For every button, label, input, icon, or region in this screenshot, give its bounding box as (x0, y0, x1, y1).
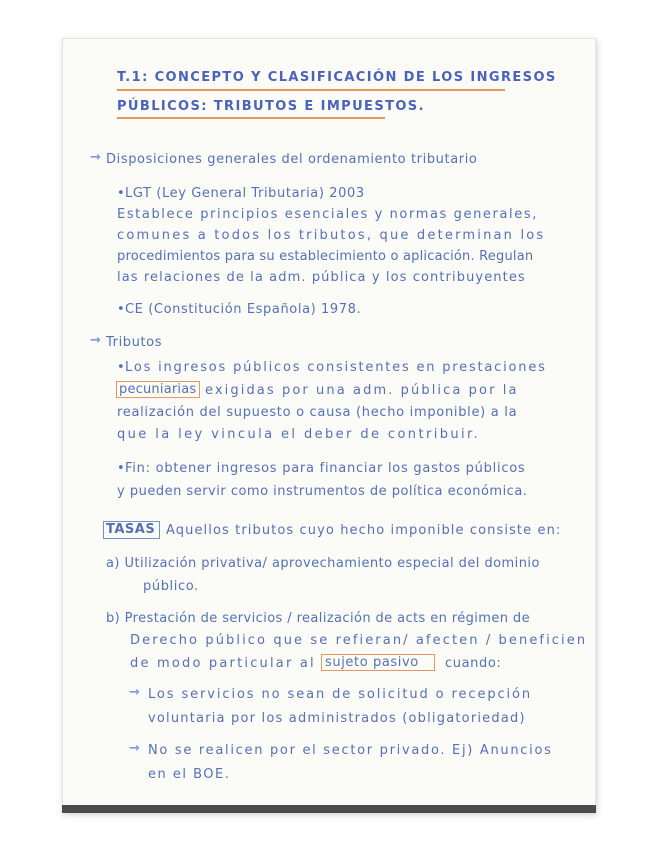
fin-line-1: Fin: obtener ingresos para financiar los gastos públicos (125, 461, 526, 476)
title-underline-1 (117, 89, 505, 91)
tributos-def-line-1: Los ingresos públicos consistentes en prestaciones (125, 360, 547, 375)
fin-line-2: y pueden servir como instrumentos de política económica. (117, 484, 528, 499)
lgt-line: LGT (Ley General Tributaria) 2003 (125, 186, 365, 201)
section-heading-disposiciones: Disposiciones generales del ordenamiento tributario (106, 152, 478, 167)
pecuniarias-word: pecuniarias (119, 382, 197, 397)
tasas-b-line-1: b) Prestación de servicios / realización de acts en régimen de (106, 611, 530, 626)
tributos-def-line-3: realización del supuesto o causa (hecho imponible) a la (117, 405, 518, 420)
condition-2-line-1: No se realicen por el sector privado. Ej) Anuncios (148, 743, 553, 758)
lgt-text-line-3: procedimientos para su establecimiento o aplicación. Regulan (117, 249, 534, 264)
arrow-icon: → (129, 741, 141, 756)
tasas-b-line-3-pre: de modo particular al (130, 656, 316, 671)
tributos-def-line-2: exigidas por una adm. pública por la (205, 383, 519, 398)
arrow-icon: → (129, 685, 141, 700)
tributos-def-line-4: que la ley vincula el deber de contribuir. (117, 427, 481, 442)
arrow-icon: → (90, 150, 102, 165)
arrow-icon: → (90, 333, 102, 348)
condition-1-line-1: Los servicios no sean de solicitud o recepción (148, 687, 533, 702)
condition-2-line-2: en el BOE. (148, 767, 231, 782)
ce-line: CE (Constitución Española) 1978. (125, 302, 362, 317)
section-heading-tributos: Tributos (106, 335, 163, 350)
tasas-a-line-1: a) Utilización privativa/ aprovechamiento especial del dominio (106, 556, 540, 571)
title-underline-2 (117, 117, 385, 119)
page-shadow-edge (62, 805, 596, 813)
bullet-icon: • (117, 461, 126, 476)
title-line-1: T.1: CONCEPTO Y CLASIFICACIÓN DE LOS INGRESOS (117, 70, 557, 85)
lgt-text-line-4: las relaciones de la adm. pública y los contribuyentes (117, 270, 526, 285)
bullet-icon: • (117, 186, 126, 201)
tasas-label: TASAS (106, 522, 156, 537)
tasas-b-line-3-post: cuando: (445, 656, 502, 671)
sujeto-pasivo-word: sujeto pasivo (325, 655, 419, 670)
bullet-icon: • (117, 302, 126, 317)
lgt-text-line-1: Establece principios esenciales y normas generales, (117, 207, 538, 222)
tasas-b-line-2: Derecho público que se refieran/ afecten / beneficien (130, 633, 588, 648)
title-line-2: PÚBLICOS: TRIBUTOS E IMPUESTOS. (117, 99, 425, 114)
tasas-a-line-2: público. (143, 579, 199, 594)
lgt-text-line-2: comunes a todos los tributos, que determinan los (117, 228, 546, 243)
condition-1-line-2: voluntaria por los administrados (obligatoriedad) (148, 711, 526, 726)
bullet-icon: • (117, 360, 126, 375)
tasas-definition: Aquellos tributos cuyo hecho imponible consiste en: (166, 523, 562, 538)
